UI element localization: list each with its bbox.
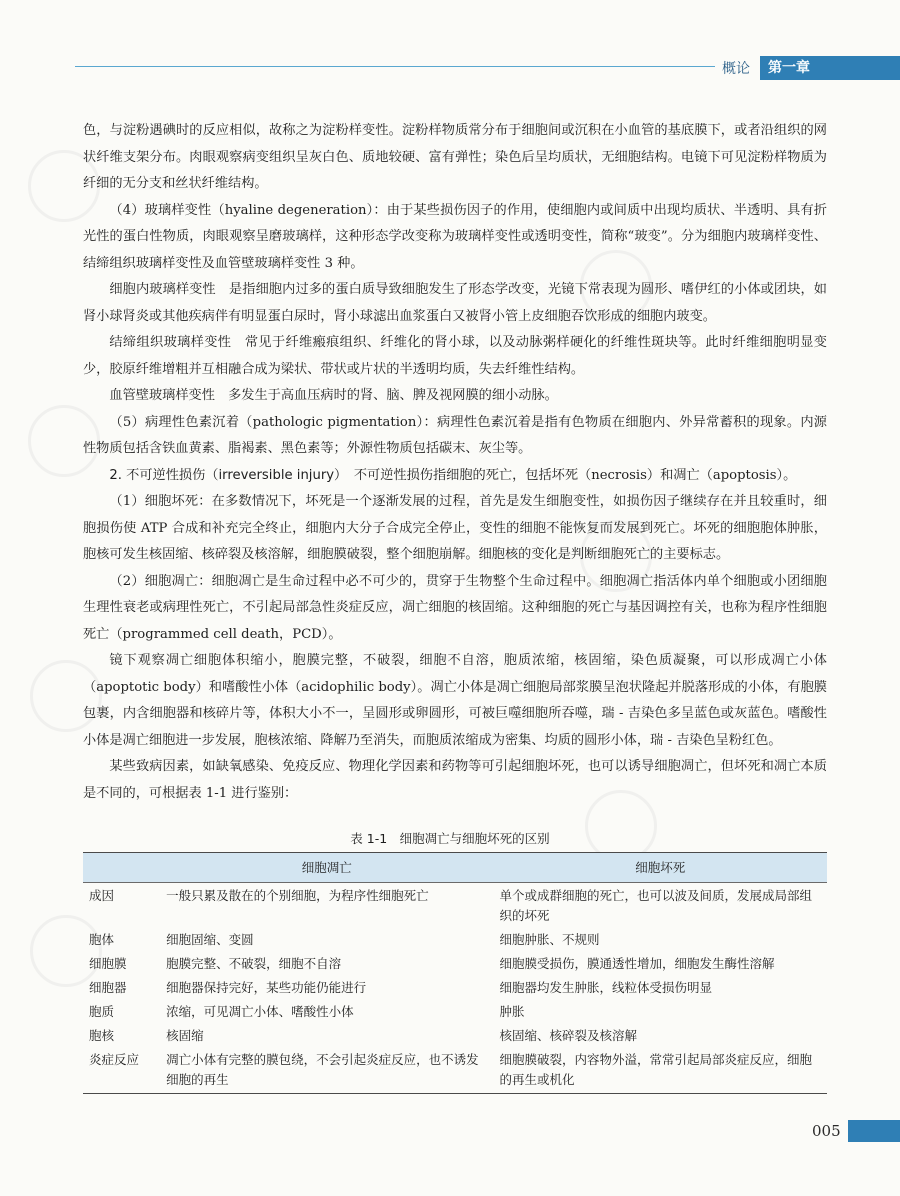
table-cell: 浓缩，可见凋亡小体、嗜酸性小体 (166, 1004, 354, 1019)
table-cell: 胞核 (89, 1028, 115, 1043)
table-cell: 一般只累及散在的个别细胞，为程序性细胞死亡 (166, 888, 429, 903)
table-cell: 细胞器均发生肿胀，线粒体受损伤明显 (499, 980, 713, 995)
section-2 (83, 463, 827, 490)
table-cell: 细胞膜受损伤，膜通透性增加，细胞发生酶性溶解 (499, 956, 775, 971)
table-cell: 凋亡小体有完整的膜包绕，不会引起炎症反应，也不诱发细胞的再生 (160, 1047, 493, 1094)
table-row (83, 951, 827, 975)
table-cell: 核固缩 (166, 1028, 204, 1043)
body-text (83, 118, 827, 807)
table-cell: 细胞固缩、变圆 (166, 932, 254, 947)
table-cell: 细胞肿胀、不规则 (499, 932, 600, 947)
paragraph: （5）病理性色素沉着（pathologic pigmentation）：病理性色素沉着是指有色物质在细胞内、外异常蓄积的现象。内源性物质包括含铁血黄素、脂褐素、黑色素等；外源性物质包括碳末、灰尘等。 (83, 414, 827, 456)
table-header-cell: 细胞坏死 (494, 853, 827, 883)
paragraph: 细胞内玻璃样变性 是指细胞内过多的蛋白质导致细胞发生了形态学改变，光镜下常表现为圆形、嗜伊红的小体或团块，如肾小球肾炎或其他疾病伴有明显蛋白尿时，肾小球滤出血浆蛋白又被肾小管上皮细胞吞饮形成的细胞内玻变。 (83, 282, 827, 324)
table-cell: 核固缩、核碎裂及核溶解 (499, 1028, 638, 1043)
table-caption: 表 1-1 细胞凋亡与细胞坏死的区别 (350, 831, 550, 846)
table-row (83, 999, 827, 1023)
paragraph: 某些致病因素，如缺氧感染、免疫反应、物理化学因素和药物等可引起细胞坏死，也可以诱导细胞凋亡，但坏死和凋亡本质是不同的，可根据表 1-1 进行鉴别： (83, 759, 827, 801)
table-cell: 胞膜完整、不破裂，细胞不自溶 (166, 956, 342, 971)
table-cell: 细胞膜破裂，内容物外溢，常常引起局部炎症反应，细胞的再生或机化 (494, 1047, 827, 1094)
paragraph: 血管壁玻璃样变性 多发生于高血压病时的肾、脑、脾及视网膜的细小动脉。 (109, 388, 558, 403)
table-row (83, 883, 827, 928)
table-row (83, 975, 827, 999)
table-row (83, 927, 827, 951)
table-cell: 成因 (89, 888, 115, 903)
paragraph: 镜下观察凋亡细胞体积缩小，胞膜完整，不破裂，细胞不自溶，胞质浓缩，核固缩，染色质凝聚，可以形成凋亡小体（apoptotic body）和嗜酸性小体（acidophilic body）。凋亡小体是凋亡细胞局部浆膜呈泡状隆起并脱落形成的小体，有胞膜包裹，内含细胞器和核碎片等，体积大小不一，呈圆形或卵圆形，可被巨噬细胞所吞噬，瑞 - 吉染色多呈蓝色或灰蓝色。嗜酸性小体是凋亡细胞进一步发展，胞核浓缩、降解乃至消失，而胞质浓缩成为密集、均质的圆形小体，瑞 - 吉染色呈粉红色。 (83, 653, 827, 748)
paragraph: （2）细胞凋亡：细胞凋亡是生命过程中必不可少的，贯穿于生物整个生命过程中。细胞凋亡指活体内单个细胞或小团细胞生理性衰老或病理性死亡，不引起局部急性炎症反应，凋亡细胞的核固缩。这种细胞的死亡与基因调控有关，也称为程序性细胞死亡（programmed cell death，PCD）。 (83, 573, 827, 642)
paragraph: （4）玻璃样变性（hyaline degeneration）：由于某些损伤因子的作用，使细胞内或间质中出现均质状、半透明、具有折光性的蛋白性物质，肉眼观察呈磨玻璃样，这种形态学改变称为玻璃样变性或透明变性，简称“玻变”。分为细胞内玻璃样变性、结缔组织玻璃样变性及血管壁玻璃样变性 3 种。 (83, 202, 827, 271)
table-cell: 胞体 (89, 932, 115, 947)
table-cell: 炎症反应 (83, 1047, 160, 1094)
section-text: 不可逆性损伤指细胞的死亡，包括坏死（necrosis）和凋亡（apoptosis）。 (353, 467, 797, 483)
table-row (83, 1023, 827, 1047)
table-cell: 胞质 (89, 1004, 115, 1019)
page-tab (848, 1120, 900, 1142)
paragraph: （1）细胞坏死：在多数情况下，坏死是一个逐渐发展的过程，首先是发生细胞变性，如损伤因子继续存在并且较重时，细胞损伤使 ATP 合成和补充完全终止，细胞内大分子合成完全停止，变性的细胞不能恢复而发展到死亡。坏死的细胞胞体肿胀，胞核可发生核固缩、核碎裂及核溶解，细胞膜破裂，整个细胞崩解。细胞核的变化是判断细胞死亡的主要标志。 (83, 494, 827, 562)
page-number: 005 (812, 1122, 841, 1140)
header-chapter-tab: 第一章 (760, 56, 900, 80)
table-row (83, 1047, 827, 1094)
section-heading: 2. 不可逆性损伤（irreversible injury） (109, 467, 341, 483)
header-rule (75, 66, 715, 67)
table-cell: 肿胀 (499, 1004, 525, 1019)
comparison-table (83, 852, 827, 1094)
table-cell: 细胞膜 (89, 956, 127, 971)
table-header-row (83, 853, 827, 883)
table-header-cell (83, 853, 160, 883)
header-section: 概论 (722, 61, 750, 77)
table-header-cell: 细胞凋亡 (160, 853, 493, 883)
table-cell: 细胞器 (89, 980, 127, 995)
paragraph: 色，与淀粉遇碘时的反应相似，故称之为淀粉样变性。淀粉样物质常分布于细胞间或沉积在小血管的基底膜下，或者沿组织的网状纤维支架分布。肉眼观察病变组织呈灰白色、质地较硬、富有弹性；染色后呈均质状，无细胞结构。电镜下可见淀粉样物质为纤细的无分支和丝状纤维结构。 (83, 123, 827, 191)
table-cell: 单个或成群细胞的死亡，也可以波及间质，发展成局部组织的坏死 (499, 888, 813, 923)
paragraph: 结缔组织玻璃样变性 常见于纤维瘢痕组织、纤维化的肾小球，以及动脉粥样硬化的纤维性斑块等。此时纤维细胞明显变少，胶原纤维增粗并互相融合成为梁状、带状或片状的半透明均质，失去纤维性结构。 (83, 335, 827, 377)
table-cell: 细胞器保持完好，某些功能仍能进行 (166, 980, 367, 995)
